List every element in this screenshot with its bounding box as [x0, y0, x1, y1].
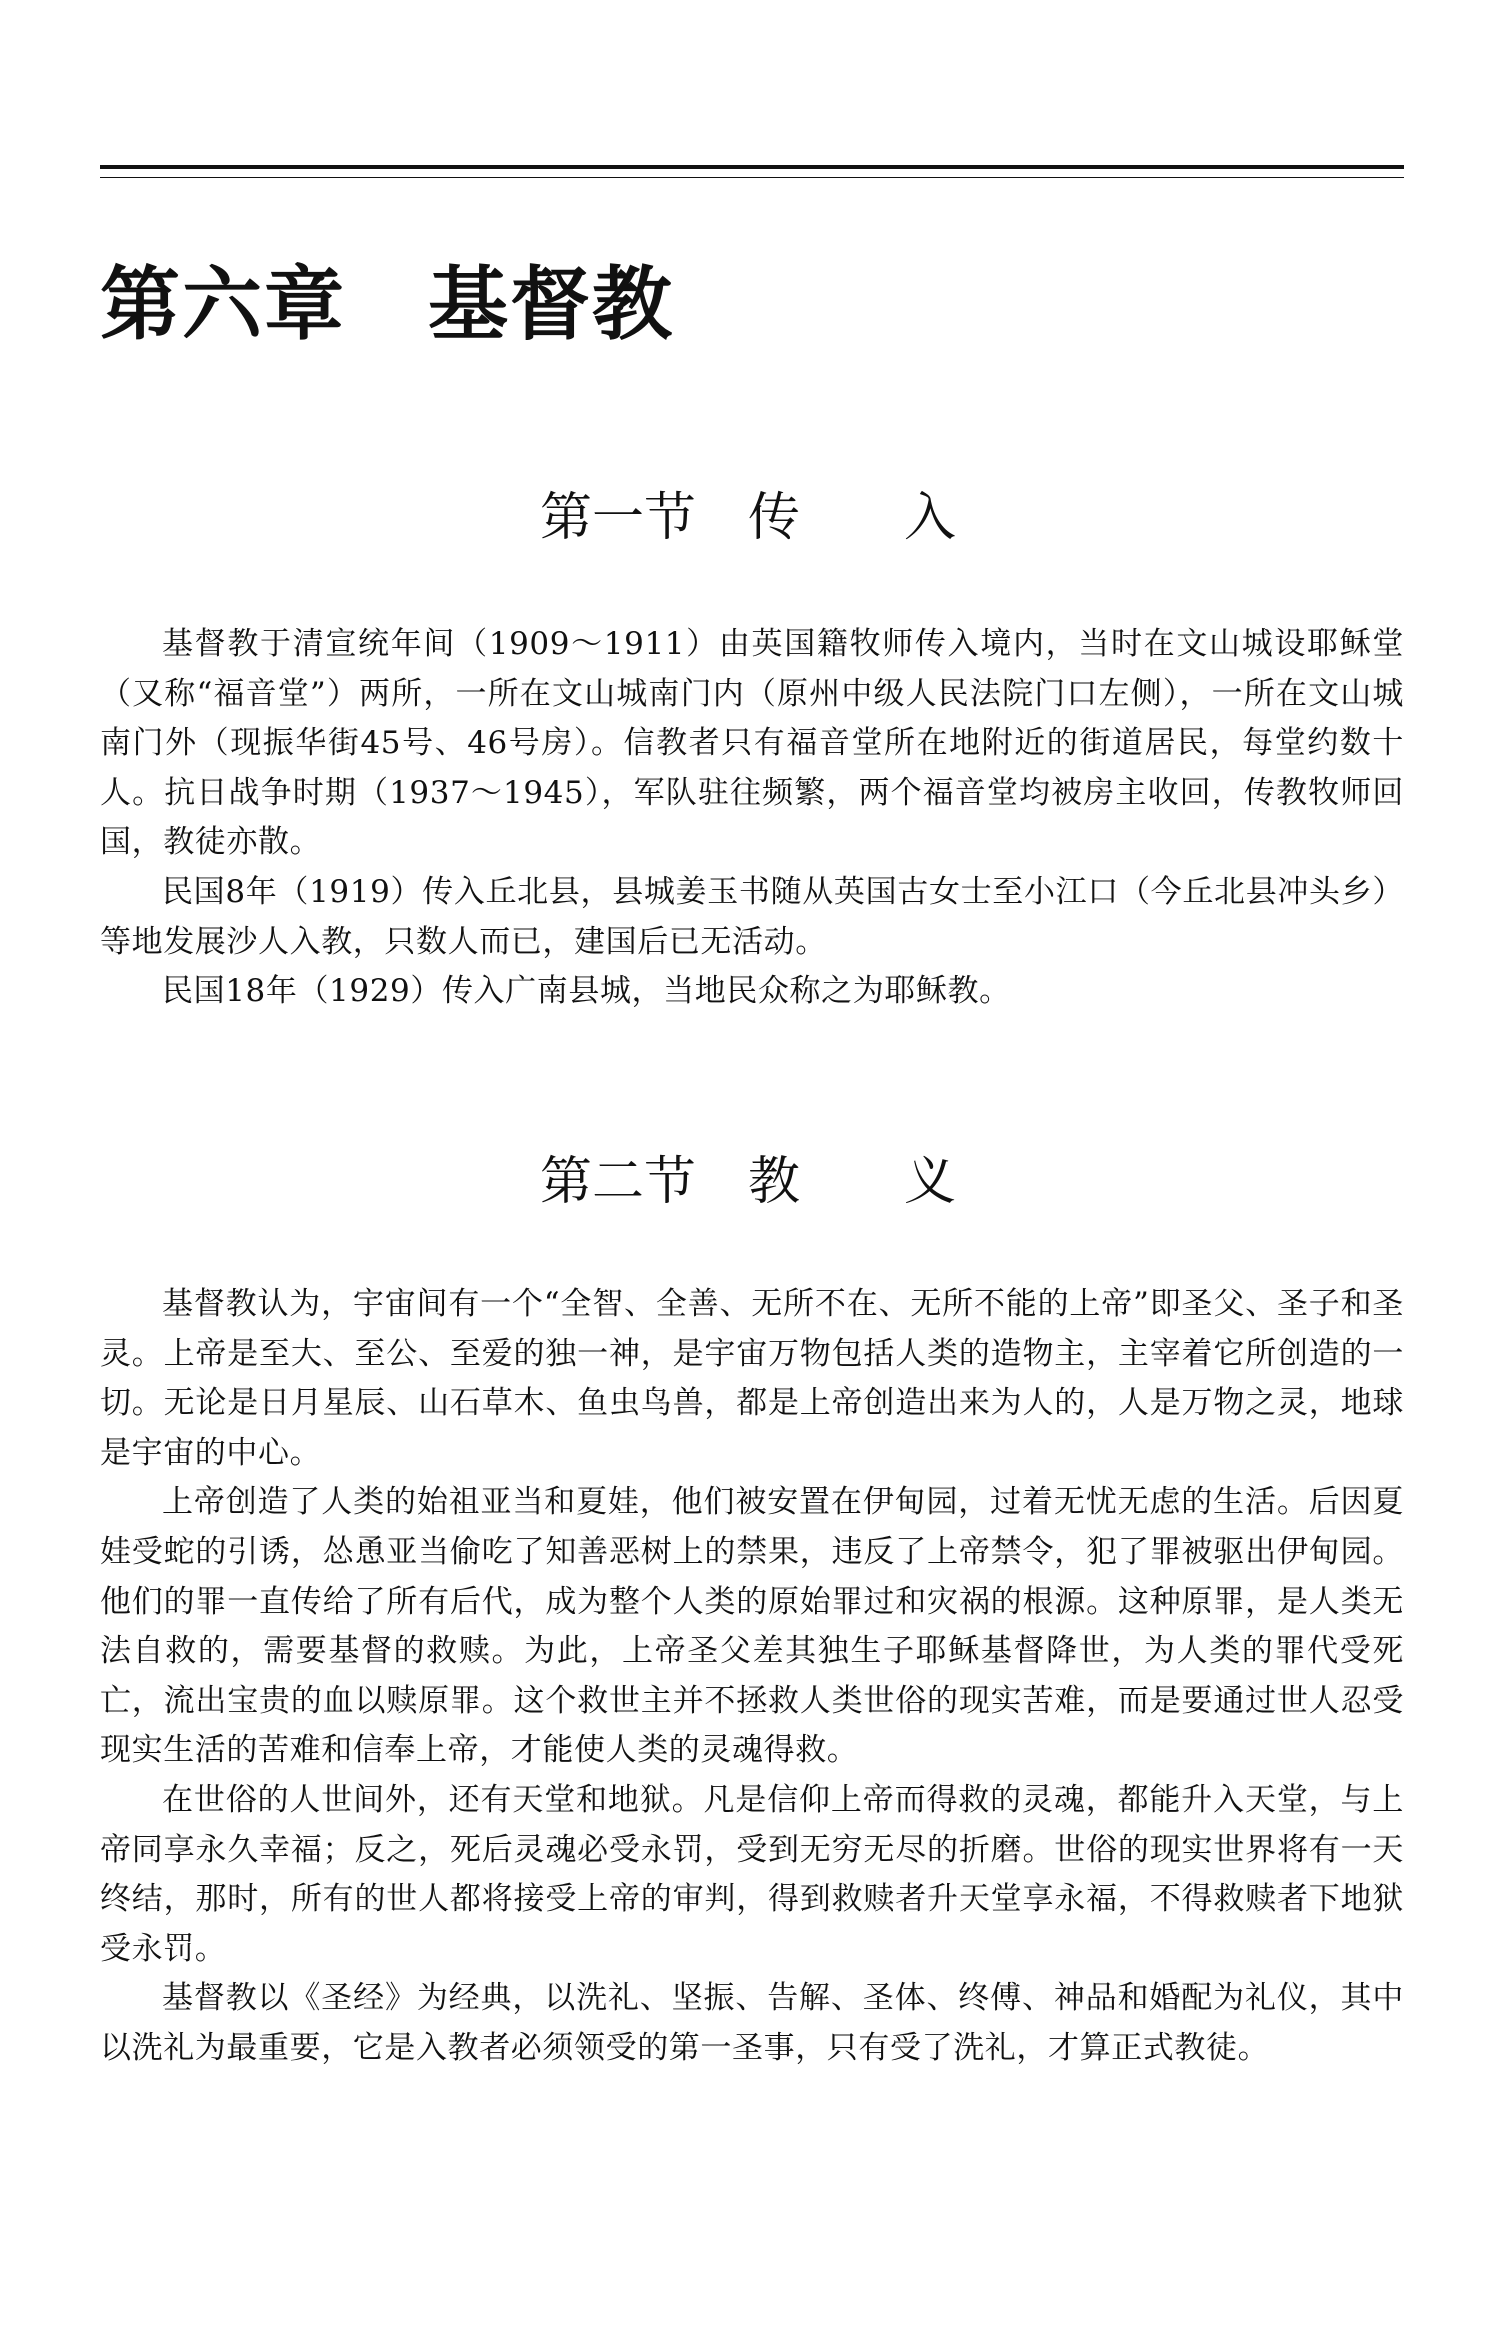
section-1-paragraph-1: 基督教于清宣统年间（1909～1911）由英国籍牧师传入境内，当时在文山城设耶稣堂（又称“福音堂”）两所，一所在文山城南门内（原州中级人民法院门口左侧），一所在文山城南门外（现振华街45号、46号房）。信教者只有福音堂所在地附近的街道居民，每堂约数十人。抗日战争时期（1937～1945），军队驻往频繁，两个福音堂均被房主收回，传教牧师回国，教徒亦散。 — [100, 626, 1404, 861]
section-1-title: 第一节 传 入 — [539, 488, 956, 548]
section-2-paragraph-2: 上帝创造了人类的始祖亚当和夏娃，他们被安置在伊甸园，过着无忧无虑的生活。后因夏娃受蛇的引诱，怂恿亚当偷吃了知善恶树上的禁果，违反了上帝禁令，犯了罪被驱出伊甸园。他们的罪一直传给了所有后代，成为整个人类的原始罪过和灾祸的根源。这种原罪，是人类无法自救的，需要基督的救赎。为此，上帝圣父差其独生子耶稣基督降世，为人类的罪代受死亡，流出宝贵的血以赎原罪。这个救世主并不拯救人类世俗的现实苦难，而是要通过世人忍受现实生活的苦难和信奉上帝，才能使人类的灵魂得救。 — [100, 1484, 1404, 1769]
section-1-paragraph-3: 民国18年（1929）传入广南县城，当地民众称之为耶稣教。 — [162, 973, 1011, 1010]
section-1-body — [100, 620, 1404, 1017]
section-1-paragraph-2: 民国8年（1919）传入丘北县，县城姜玉书随从英国古女士至小江口（今丘北县冲头乡）等地发展沙人入教，只数人而已，建国后已无活动。 — [100, 873, 1404, 960]
section-2-paragraph-3: 在世俗的人世间外，还有天堂和地狱。凡是信仰上帝而得救的灵魂，都能升入天堂，与上帝同享永久幸福；反之，死后灵魂必受永罚，受到无穷无尽的折磨。世俗的现实世界将有一天终结，那时，所有的世人都将接受上帝的审判，得到救赎者升天堂享永福，不得救赎者下地狱受永罚。 — [100, 1781, 1404, 1967]
chapter-title: 第六章 基督教 — [100, 258, 674, 351]
header-rule-thin — [100, 177, 1404, 178]
section-2-paragraph-1: 基督教认为，宇宙间有一个“全智、全善、无所不在、无所不能的上帝”即圣父、圣子和圣灵。上帝是至大、至公、至爱的独一神，是宇宙万物包括人类的造物主，主宰着它所创造的一切。无论是日月星辰、山石草木、鱼虫鸟兽，都是上帝创造出来为人的，人是万物之灵，地球是宇宙的中心。 — [100, 1286, 1404, 1471]
section-2-body — [100, 1280, 1404, 2074]
header-rule-thick — [100, 165, 1404, 169]
section-2-title: 第二节 教 义 — [539, 1152, 956, 1212]
section-2-paragraph-4: 基督教以《圣经》为经典，以洗礼、坚振、告解、圣体、终傅、神品和婚配为礼仪，其中以洗礼为最重要，它是入教者必须领受的第一圣事，只有受了洗礼，才算正式教徒。 — [100, 1980, 1404, 2066]
